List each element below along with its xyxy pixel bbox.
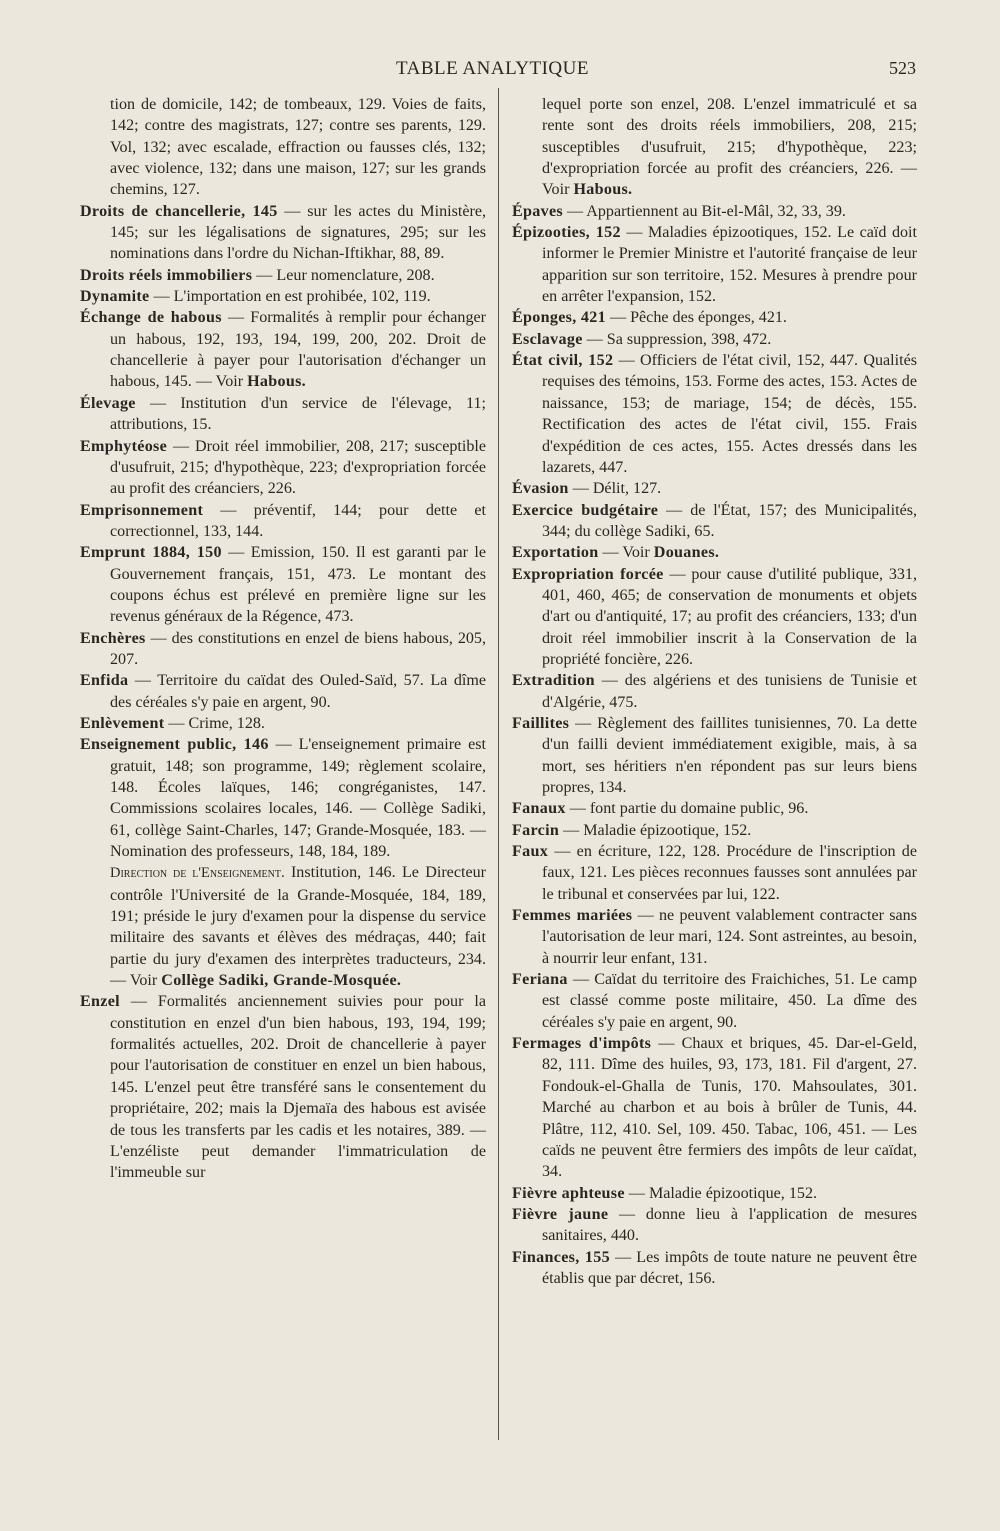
index-entry xyxy=(512,350,917,478)
entry-headword: Farcin xyxy=(512,821,560,839)
entry-text: — pour cause d'utilité publique, 331, 401, 460, 465; de conservation de monuments et objets d'art ou d'antiquité, 17; au profit des créanciers, 133; d'un droit réel immobilier inscrit à la Conservation de la propriété foncière, 226. xyxy=(542,565,917,668)
entry-text: — Leur nomenclature, 208. xyxy=(252,266,435,284)
continuation-body: lequel porte son enzel, 208. L'enzel immatriculé et sa rente sont des droits réels immobiliers, 208, 215; susceptibles d'usufruit, 215; d'hypothèque, 223; d'expropriation forcée au profit des créanciers, 226. — Voir xyxy=(542,96,917,199)
column-divider xyxy=(498,88,499,1440)
right-column xyxy=(512,94,917,1289)
left-column xyxy=(80,94,486,1184)
index-entry xyxy=(80,201,486,265)
entry-headword: Enchères xyxy=(80,629,146,647)
entry-text: — Appartiennent au Bit-el-Mâl, 32, 33, 39. xyxy=(563,202,846,220)
continuation-text xyxy=(512,94,917,201)
entry-text: — Les impôts de toute nature ne peuvent être établis que par décret, 156. xyxy=(542,1248,917,1287)
index-entry xyxy=(512,969,917,1033)
entry-text: — Maladie épizootique, 152. xyxy=(624,1184,818,1202)
entry-text: — Règlement des faillites tunisiennes, 70. La dette d'un failli devient immédiatement exigible, mais, à sa mort, ses héritiers n'en répondent pas sur leurs biens propres, 134. xyxy=(542,714,917,796)
index-entry xyxy=(80,734,486,862)
cross-reference: Habous. xyxy=(573,181,633,199)
index-entry xyxy=(512,905,917,969)
entry-headword: Esclavage xyxy=(512,330,583,348)
entry-text: — Territoire du caïdat des Ouled-Saïd, 57. La dîme des céréales s'y paie en argent, 90. xyxy=(110,672,486,711)
entry-text: — donne lieu à l'application de mesures sanitaires, 440. xyxy=(542,1205,918,1245)
subentry-text: Institution, 146. Le Directeur contrôle l'Université de la Grande-Mosquée, 184, 189, 191; préside le jury d'examen pour la dispense du service militaire des savants et élèves des médraças, 440; fait partie du jury d'examen des interprètes traducteurs, 234. — Voir xyxy=(110,864,486,990)
entry-headword: Exportation xyxy=(512,544,599,562)
index-entry xyxy=(512,329,917,350)
entry-headword: Fièvre jaune xyxy=(512,1205,609,1223)
index-entry xyxy=(80,286,486,307)
index-entry xyxy=(80,713,486,734)
entry-headword: Emprisonnement xyxy=(80,501,204,519)
entry-text: — Maladies épizootiques, 152. Le caïd doit informer le Premier Ministre et l'autorité française de leur apparition sur son territoire, 152. Mesures à prendre pour en arrêter l'expansion, 152. xyxy=(542,224,917,306)
entry-text: — Pêche des éponges, 421. xyxy=(605,309,787,327)
entry-text: — Emission, 150. Il est garanti par le Gouvernement français, 151, 473. Le montant des coupons échus est prélevé en première ligne sur les revenus généraux de la Régence, 473. xyxy=(110,544,486,626)
entry-text: — Caïdat du territoire des Fraichiches, 51. Le camp est classé comme poste militaire, 450. La dîme des céréales s'y paie en argent, 90. xyxy=(542,971,917,1031)
index-entry xyxy=(80,500,486,543)
page-number: 523 xyxy=(889,58,916,78)
index-entry-enzel xyxy=(80,991,486,1183)
cross-reference: Habous. xyxy=(247,373,307,391)
entry-headword: Épaves xyxy=(512,202,563,220)
entry-headword: État civil, 152 xyxy=(512,352,614,370)
index-entry xyxy=(512,841,917,905)
page-title: TABLE ANALYTIQUE xyxy=(396,58,589,79)
index-entry xyxy=(512,222,917,307)
subentry-direction xyxy=(80,862,486,991)
entry-text: — Sa suppression, 398, 472. xyxy=(582,330,772,348)
entry-headword: Élevage xyxy=(80,394,136,412)
entry-text: — Voir xyxy=(598,544,654,562)
entry-headword: Feriana xyxy=(512,971,568,989)
entry-text: — sur les actes du Ministère, 145; sur les légalisations de signatures, 295; sur les nominations dans l'ordre du Nichan-Iftikhar, 88, 89. xyxy=(110,202,486,263)
entry-text: — des constitutions en enzel de biens habous, 205, 207. xyxy=(110,629,486,668)
entry-headword: Extradition xyxy=(512,672,595,690)
entry-headword: Emphytéose xyxy=(80,437,168,455)
index-entry xyxy=(80,393,486,436)
entry-headword: Éponges, 421 xyxy=(512,309,606,327)
index-entry xyxy=(80,628,486,671)
entry-headword: Évasion xyxy=(512,480,569,498)
entry-text: — font partie du domaine public, 96. xyxy=(565,800,809,818)
index-entry xyxy=(80,436,486,500)
entry-text: — Délit, 127. xyxy=(568,480,662,498)
entry-headword: Femmes mariées xyxy=(512,907,633,925)
index-entry xyxy=(512,201,917,222)
index-entry xyxy=(512,820,917,841)
index-entry xyxy=(512,542,917,563)
entry-text: — Crime, 128. xyxy=(164,714,265,732)
entry-headword: Fièvre aphteuse xyxy=(512,1184,625,1202)
entry-headword: Exercice budgétaire xyxy=(512,501,659,519)
entry-text: — L'importation en est prohibée, 102, 119. xyxy=(149,288,431,306)
index-entry xyxy=(512,670,917,713)
entry-headword: Finances, 155 xyxy=(512,1248,610,1266)
entry-text: — Formalités anciennement suivies pour pour la constitution en enzel d'un bien habous, 193, 194, 199; formalités actuelles, 202. Droit de chancellerie à payer pour l'autorisation de constituer en enzel un bien habous, 145. L'enzel peut être transféré sans le consentement du propriétaire, 202; mais la Djemaïa des habous est avisée de tous les transferts par les cadis et les notaires, 389. — L'enzéliste peut demander l'immatriculation de l'immeuble sur xyxy=(110,993,486,1182)
entry-text: — Officiers de l'état civil, 152, 447. Qualités requises des témoins, 153. Forme des actes, 153. Actes de naissance, 153; de mariage, 154; de décès, 155. Rectification des actes de l'état civil, 155. Frais d'expédition de ces actes, 155. Actes dressés dans les lazarets, 447. xyxy=(542,352,917,476)
entry-text: — Chaux et briques, 45. Dar-el-Geld, 82, 111. Dîme des huiles, 93, 173, 181. Fil d'argent, 27. Fondouk-el-Ghalla de Tunis, 170. Mahsoulates, 301. Marché au charbon et au bois à brûler de Tunis, 44. Plâtre, 112, 410. Sel, 109. 450. Tabac, 106, 451. — Les caïds ne peuvent être fermiers des impôts de leur caïdat, 34. xyxy=(542,1035,917,1181)
entry-headword: Enzel xyxy=(80,993,120,1011)
entry-text: — L'enseignement primaire est gratuit, 148; son programme, 149; règlement scolaire, 148. Écoles laïques, 146; congréganistes, 147. Commissions scolaires locales, 146. — Collège Sadiki, 61, collège Saint-Charles, 147; Grande-Mosquée, 183. — Nomination des professeurs, 148, 184, 189. xyxy=(110,736,486,861)
entry-headword: Fanaux xyxy=(512,800,566,818)
entry-text: — ne peuvent valablement contracter sans l'autorisation de leur mari, 124. Sont astreintes, au besoin, à nourrir leur enfant, 131. xyxy=(542,907,917,967)
cross-reference: Collège Sadiki, Grande-Mosquée. xyxy=(161,972,402,990)
entry-text: — Droit réel immobilier, 208, 217; susceptible d'usufruit, 215; d'hypothèque, 223; d'expropriation forcée au profit des créanciers, 226. xyxy=(110,437,486,498)
index-entry xyxy=(512,1204,917,1247)
index-entry xyxy=(512,1033,917,1182)
entry-headword: Dynamite xyxy=(80,288,150,306)
entry-headword: Enfida xyxy=(80,672,129,690)
entry-headword: Expropriation forcée xyxy=(512,565,664,583)
index-entry xyxy=(512,798,917,819)
subentry-label: Direction de l'Enseignement. xyxy=(110,865,285,882)
index-entry xyxy=(80,670,486,713)
entry-text: — préventif, 144; pour dette et correctionnel, 133, 144. xyxy=(110,501,486,540)
index-entry xyxy=(512,564,917,671)
continuation-text: tion de domicile, 142; de tombeaux, 129. Voies de faits, 142; contre des magistrats, 127; contre ses parents, 129. Vol, 132; avec escalade, effraction ou fausses clés, 132; avec violence, 132; dans une maison, 127; sur les grands chemins, 127. xyxy=(110,96,486,199)
entry-headword: Faillites xyxy=(512,714,570,732)
entry-headword: Enlèvement xyxy=(80,714,165,732)
entry-headword: Faux xyxy=(512,843,549,861)
index-entry xyxy=(512,478,917,499)
right-entries-list xyxy=(512,201,917,1290)
index-entry xyxy=(512,500,917,543)
entry-headword: Enseignement public, 146 xyxy=(80,736,269,754)
entry-headword: Droits de chancellerie, 145 xyxy=(80,202,278,220)
index-entry xyxy=(512,1247,917,1290)
entry-text: — des algériens et des tunisiens de Tunisie et d'Algérie, 475. xyxy=(542,672,917,711)
cross-reference: Douanes. xyxy=(653,544,720,562)
entry-headword: Fermages d'impôts xyxy=(512,1035,652,1053)
index-entry xyxy=(512,1183,917,1204)
index-entry xyxy=(512,307,917,328)
entry-text: — Institution d'un service de l'élevage, 11; attributions, 15. xyxy=(110,394,486,434)
index-entry xyxy=(80,307,486,392)
entry-headword: Droits réels immobiliers xyxy=(80,266,253,284)
entry-text: — de l'État, 157; des Municipalités, 344; du collège Sadiki, 65. xyxy=(542,501,917,540)
entry-headword: Échange de habous xyxy=(80,309,222,327)
index-entry xyxy=(80,265,486,286)
entry-headword: Emprunt 1884, 150 xyxy=(80,544,222,562)
left-entries-list xyxy=(80,201,486,863)
entry-text: — Maladie épizootique, 152. xyxy=(559,821,752,839)
entry-text: — en écriture, 122, 128. Procédure de l'inscription de faux, 121. Les pièces reconnues fausses sont annulées par le tribunal et conservées par lui, 122. xyxy=(542,843,917,903)
entry-headword: Épizooties, 152 xyxy=(512,224,621,242)
index-entry xyxy=(80,542,486,627)
index-entry xyxy=(512,713,917,798)
entry-text: — Formalités à remplir pour échanger un habous, 192, 193, 194, 199, 200, 202. Droit de chancellerie à payer pour l'autorisation d'échanger un habous, 145. — Voir xyxy=(110,309,486,391)
